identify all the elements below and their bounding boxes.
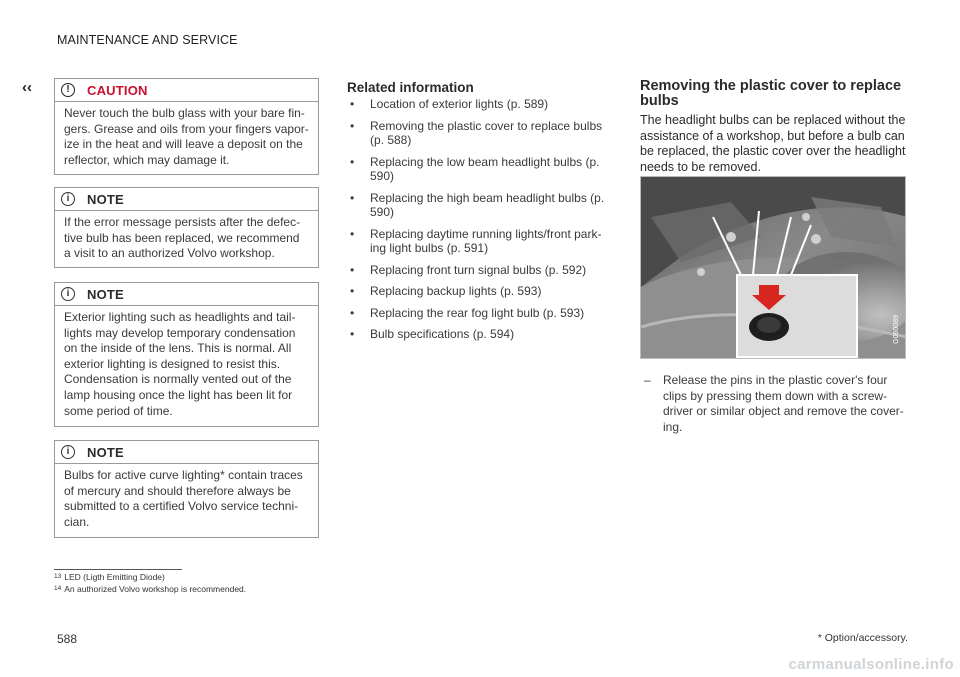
note-box-header (55, 283, 318, 306)
note-text: Exterior lighting such as headlights and tail-lights may develop temporary condensation on the inside of the lens. This is normal. All exterior lighting is designed to resist this. Condensation is normally vented out of the lamp housing once the light has been lit for some period of time. (64, 310, 296, 418)
step-dash: – (644, 373, 651, 387)
note-box (54, 187, 319, 268)
section-intro-text: The headlight bulbs can be replaced without the assistance of a workshop, but before a bulb can be replaced, the plastic cover over the headlight needs to be removed. (640, 113, 906, 174)
related-link[interactable]: • Bulb specifications (p. 594) (350, 327, 515, 341)
info-icon: i (61, 192, 75, 206)
info-icon: i (61, 287, 75, 301)
note-box-header (55, 188, 318, 211)
caution-box-header (55, 79, 318, 102)
option-accessory-note: * Option/accessory. (817, 632, 908, 644)
exclamation-icon: ! (61, 83, 75, 97)
related-information-heading: Related information (347, 80, 474, 95)
note-box (54, 440, 319, 538)
page-section-title: MAINTENANCE AND SERVICE (57, 33, 238, 47)
step-text: Release the pins in the plastic cover's four clips by pressing them down with a screw-driver or similar object and remove the cover-ing. (663, 373, 904, 434)
note-box-header (55, 441, 318, 464)
related-link[interactable]: • Removing the plastic cover to replace bulbs (p. 588) (350, 118, 603, 147)
note-title: NOTE (87, 286, 124, 302)
section-heading: Removing the plastic cover to replace bulbs (640, 78, 902, 109)
note-title: NOTE (87, 191, 124, 207)
footnote-divider (54, 569, 182, 570)
related-link[interactable]: • Replacing daytime running lights/front park-ing light bulbs (p. 591) (350, 226, 602, 255)
related-link[interactable]: • Replacing front turn signal bulbs (p. 592) (350, 262, 587, 277)
footnote-13: $^{13}$ LED (Ligth Emitting Diode) (54, 572, 165, 582)
footnote-14: $^{14}$ An authorized Volvo workshop is recommended. (54, 584, 247, 594)
engine-bay-drawing (641, 177, 906, 359)
note-text: Bulbs for active curve lighting* contain traces of mercury and should therefore always be submitted to a certified Volvo service techni-cian. (64, 468, 303, 529)
caution-title: CAUTION (87, 82, 148, 98)
related-link[interactable]: • Location of exterior lights (p. 589) (350, 97, 549, 111)
related-link[interactable]: • Replacing the high beam headlight bulbs (p. 590) (350, 190, 605, 219)
figure-code: G060089 (893, 315, 900, 344)
page-number: 588 (57, 632, 78, 646)
info-icon: i (61, 445, 75, 459)
headlight-cover-illustration (640, 176, 906, 359)
note-text: If the error message persists after the defec-tive bulb has been replaced, we recommend a visit to an authorized Volvo workshop. (64, 215, 301, 261)
watermark-text: carmanualsonline.info (788, 656, 954, 673)
instruction-step (640, 373, 908, 435)
related-links-list (347, 97, 612, 349)
related-link[interactable]: • Replacing the low beam headlight bulbs (p. 590) (350, 154, 600, 183)
related-link[interactable]: • Replacing backup lights (p. 593) (350, 284, 542, 298)
note-box (54, 282, 319, 427)
note-title: NOTE (87, 444, 124, 460)
back-arrows-icon[interactable]: ‹‹ (22, 79, 32, 96)
caution-text: Never touch the bulb glass with your bare fin-gers. Grease and oils from your fingers vapor-ize in the heat and will leave a deposit on the reflector, which may damage it. (64, 106, 309, 167)
caution-box (54, 78, 319, 175)
related-link[interactable]: • Replacing the rear fog light bulb (p. 593) (350, 305, 585, 320)
